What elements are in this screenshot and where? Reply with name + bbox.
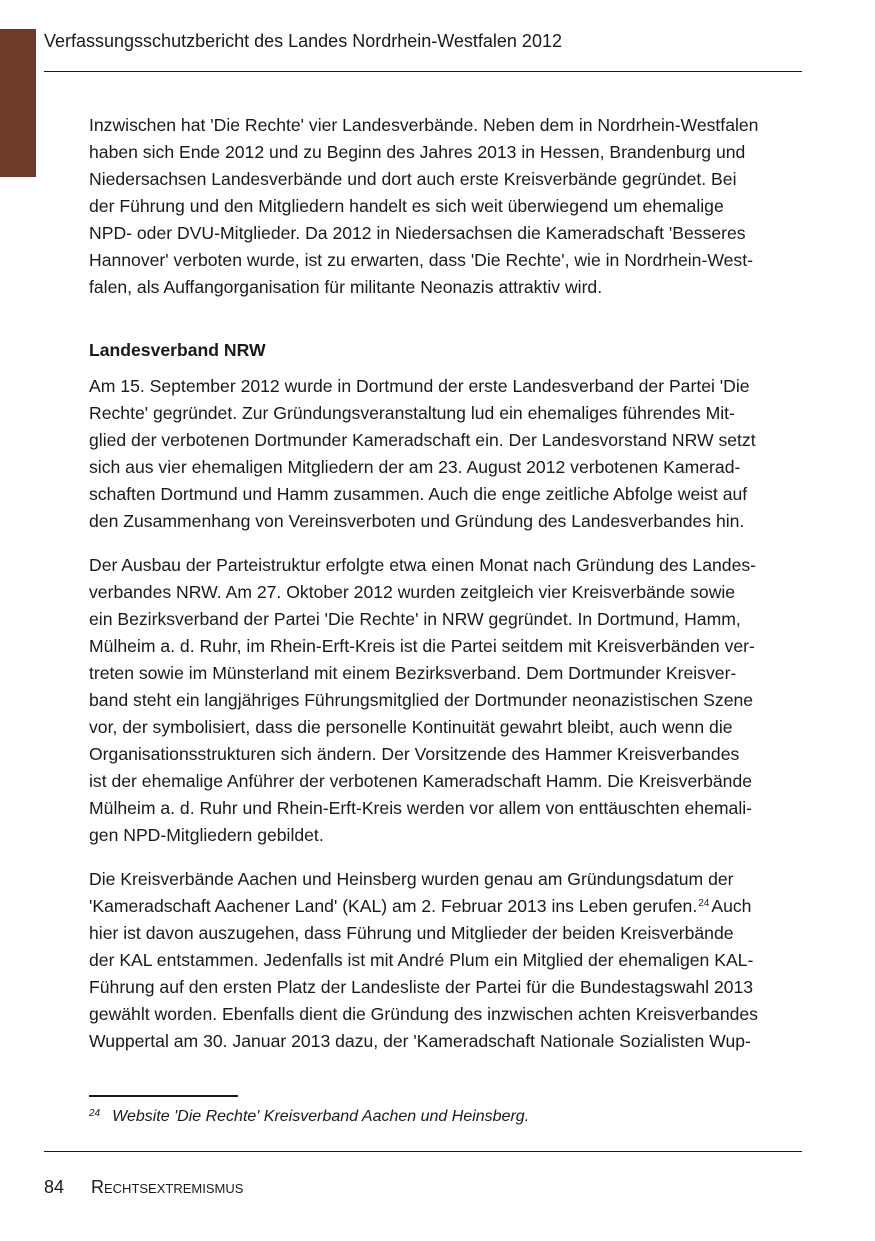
- text-line: Hannover' verboten wurde, ist zu erwarten, dass 'Die Rechte', wie in Nordrhein-West-: [89, 250, 753, 270]
- main-text: [89, 112, 805, 1055]
- text-line: Wuppertal am 30. Januar 2013 dazu, der 'Kameradschaft Nationale Sozialisten Wup-: [89, 1031, 751, 1051]
- footnote-text: Website 'Die Rechte' Kreisverband Aachen und Heinsberg.: [112, 1108, 530, 1125]
- footnote-reference[interactable]: 24: [698, 898, 710, 909]
- paragraph-landesverbaende: [89, 112, 805, 301]
- text-line: Die Kreisverbände Aachen und Heinsberg wurden genau am Gründungsdatum der: [89, 869, 734, 889]
- text-line: Niedersachsen Landesverbände und dort auch erste Kreisverbände gegründet. Bei: [89, 169, 737, 189]
- section-heading: Landesverband NRW: [89, 340, 266, 360]
- text-line: band steht ein langjähriges Führungsmitglied der Dortmunder neonazistischen Szene: [89, 690, 754, 710]
- text-line: treten sowie im Münsterland mit einem Bezirksverband. Dem Dortmunder Kreisver-: [89, 663, 737, 683]
- text-line: ein Bezirksverband der Partei 'Die Rechte' in NRW gegründet. In Dortmund, Hamm,: [89, 609, 741, 629]
- chapter-color-tab: [0, 29, 36, 177]
- text-line: Führung auf den ersten Platz der Landesliste der Partei für die Bundestagswahl 2013: [89, 977, 754, 997]
- running-header-title: Verfassungsschutzbericht des Landes Nordrhein-Westfalen 2012: [44, 31, 562, 51]
- text-line: Mülheim a. d. Ruhr, im Rhein-Erft-Kreis ist die Partei seitdem mit Kreisverbänden ver-: [89, 636, 755, 656]
- text-line: gen NPD-Mitgliedern gebildet.: [89, 825, 324, 845]
- footnote-divider: [89, 1095, 238, 1097]
- text-line: falen, als Auffangorganisation für militante Neonazis attraktiv wird.: [89, 277, 603, 297]
- text-line: glied der verbotenen Dortmunder Kameradschaft ein. Der Landesvorstand NRW setzt: [89, 430, 756, 450]
- text-line: Am 15. September 2012 wurde in Dortmund der erste Landesverband der Partei 'Die: [89, 376, 750, 396]
- paragraph-gruendung: [89, 373, 805, 535]
- paragraph-kreisverbaende-aachen: [89, 866, 805, 1055]
- text-line: haben sich Ende 2012 und zu Beginn des Jahres 2013 in Hessen, Brandenburg und: [89, 142, 746, 162]
- text-line: der Führung und den Mitgliedern handelt es sich weit überwiegend um ehemalige: [89, 196, 724, 216]
- text-line: verbandes NRW. Am 27. Oktober 2012 wurden zeitgleich vier Kreisverbände sowie: [89, 582, 736, 602]
- footnote: [89, 1104, 529, 1127]
- text-fragment: Auch: [711, 896, 752, 916]
- text-line: Rechte' gegründet. Zur Gründungsveranstaltung lud ein ehemaliges führendes Mit-: [89, 403, 735, 423]
- text-line: Der Ausbau der Parteistruktur erfolgte etwa einen Monat nach Gründung des Landes-: [89, 555, 757, 575]
- text-line: hier ist davon auszugehen, dass Führung und Mitglieder der beiden Kreisverbände: [89, 923, 734, 943]
- text-line: ist der ehemalige Anführer der verbotenen Kameradschaft Hamm. Die Kreisverbände: [89, 771, 753, 791]
- footer-divider: [44, 1151, 802, 1152]
- text-line: NPD- oder DVU-Mitglieder. Da 2012 in Niedersachsen die Kameradschaft 'Besseres: [89, 223, 746, 243]
- text-line: [89, 893, 805, 920]
- text-line: Organisationsstrukturen sich ändern. Der Vorsitzende des Hammer Kreisverbandes: [89, 744, 740, 764]
- header-divider: [44, 71, 802, 72]
- text-line: vor, der symbolisiert, dass die personelle Kontinuität gewahrt bleibt, auch wenn die: [89, 717, 733, 737]
- text-line: Inzwischen hat 'Die Rechte' vier Landesverbände. Neben dem in Nordrhein-Westfalen: [89, 115, 759, 135]
- page-number: 84: [44, 1177, 65, 1197]
- text-line: gewählt worden. Ebenfalls dient die Gründung des inzwischen achten Kreisverbandes: [89, 1004, 758, 1024]
- text-line: schaften Dortmund und Hamm zusammen. Auch die enge zeitliche Abfolge weist auf: [89, 484, 748, 504]
- running-footer-section: Rechtsextremismus: [91, 1177, 244, 1197]
- text-line: der KAL entstammen. Jedenfalls ist mit André Plum ein Mitglied der ehemaligen KAL-: [89, 950, 754, 970]
- text-line: Mülheim a. d. Ruhr und Rhein-Erft-Kreis werden vor allem von enttäuschten ehemali-: [89, 798, 753, 818]
- paragraph-parteistruktur: [89, 552, 805, 849]
- text-line: den Zusammenhang von Vereinsverboten und Gründung des Landesverbandes hin.: [89, 511, 745, 531]
- text-line: sich aus vier ehemaligen Mitgliedern der am 23. August 2012 verbotenen Kamerad-: [89, 457, 741, 477]
- footnote-number: 24: [89, 1108, 101, 1119]
- text-fragment: 'Kameradschaft Aachener Land' (KAL) am 2. Februar 2013 ins Leben gerufen.: [89, 896, 698, 916]
